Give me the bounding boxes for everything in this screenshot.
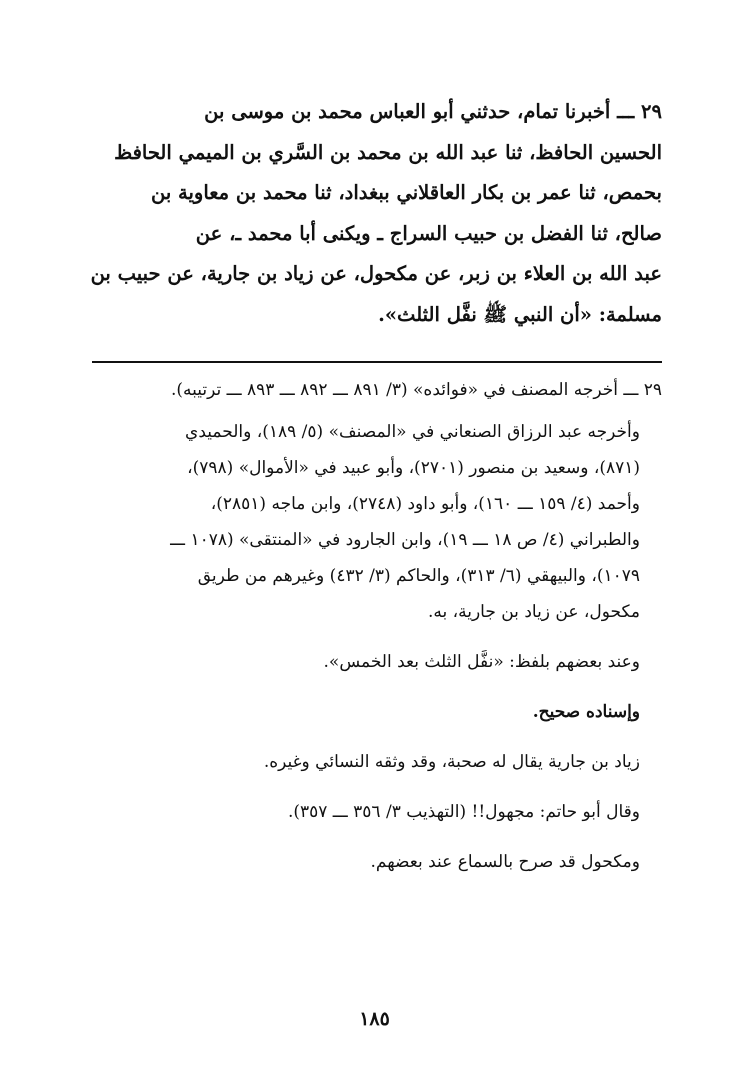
- hadith-line: مسلمة: «أن النبي ﷺ نفَّل الثلث».: [378, 302, 662, 326]
- hadith-line: بحمص، ثنا عمر بن بكار العاقلاني ببغداد، ثنا محمد بن معاوية بن: [150, 181, 662, 204]
- source-line: (٨٧١)، وسعيد بن منصور (٢٧٠١)، وأبو عبيد في «الأموال» (٧٩٨)،: [187, 458, 640, 478]
- footnotes: [84, 372, 662, 880]
- source-line: والطبراني (٤/ ص ١٨ ـــ ١٩)، وابن الجارود في «المنتقى» (١٠٧٨ ـــ: [170, 530, 640, 550]
- source-line: وأخرجه عبد الرزاق الصنعاني في «المصنف» (٥/ ١٨٩)، والحميدي: [185, 422, 640, 442]
- grading-note: وإسناده صحيح.: [532, 702, 640, 722]
- footnote-reference: ٢٩ ـــ أخرجه المصنف في «فوائده» (٣/ ٨٩١ ـــ ٨٩٢ ـــ ٨٩٣ ـــ ترتيبه).: [170, 380, 662, 400]
- source-line: وأحمد (٤/ ١٥٩ ـــ ١٦٠)، وأبو داود (٢٧٤٨)، وابن ماجه (٢٨٥١)،: [210, 494, 640, 514]
- footnote-body: [84, 414, 662, 880]
- page-number: ١٨٥: [359, 1008, 390, 1030]
- hadith-line: ٢٩ ـــ أخبرنا تمام، حدثني أبو العباس محمد بن موسى بن: [204, 100, 662, 123]
- narrator-note: زياد بن جارية يقال له صحبة، وقد وثقه النسائي وغيره.: [263, 752, 640, 772]
- hadith-text: [84, 92, 662, 335]
- makhul-note: ومكحول قد صرح بالسماع عند بعضهم.: [370, 852, 640, 872]
- source-line: ١٠٧٩)، والبيهقي (٦/ ٣١٣)، والحاكم (٣/ ٤٣٢) وغيرهم من طريق: [197, 566, 640, 586]
- hadith-line: عبد الله بن العلاء بن زبر، عن مكحول، عن زياد بن جارية، عن حبيب بن: [90, 262, 662, 285]
- wording-note: وعند بعضهم بلفظ: «نفَّل الثلث بعد الخمس».: [323, 652, 640, 672]
- source-line: مكحول، عن زياد بن جارية، به.: [427, 602, 640, 622]
- abu-hatim-note: وقال أبو حاتم: مجهول!! (التهذيب ٣/ ٣٥٦ ـــ ٣٥٧).: [287, 802, 640, 822]
- footnote-divider: [92, 361, 662, 363]
- hadith-line: صالح، ثنا الفضل بن حبيب السراج ـ ويكنى أبا محمد ـ، عن: [195, 221, 662, 245]
- hadith-line: الحسين الحافظ، ثنا عبد الله بن محمد بن السَّري بن الميمي الحافظ: [114, 140, 662, 164]
